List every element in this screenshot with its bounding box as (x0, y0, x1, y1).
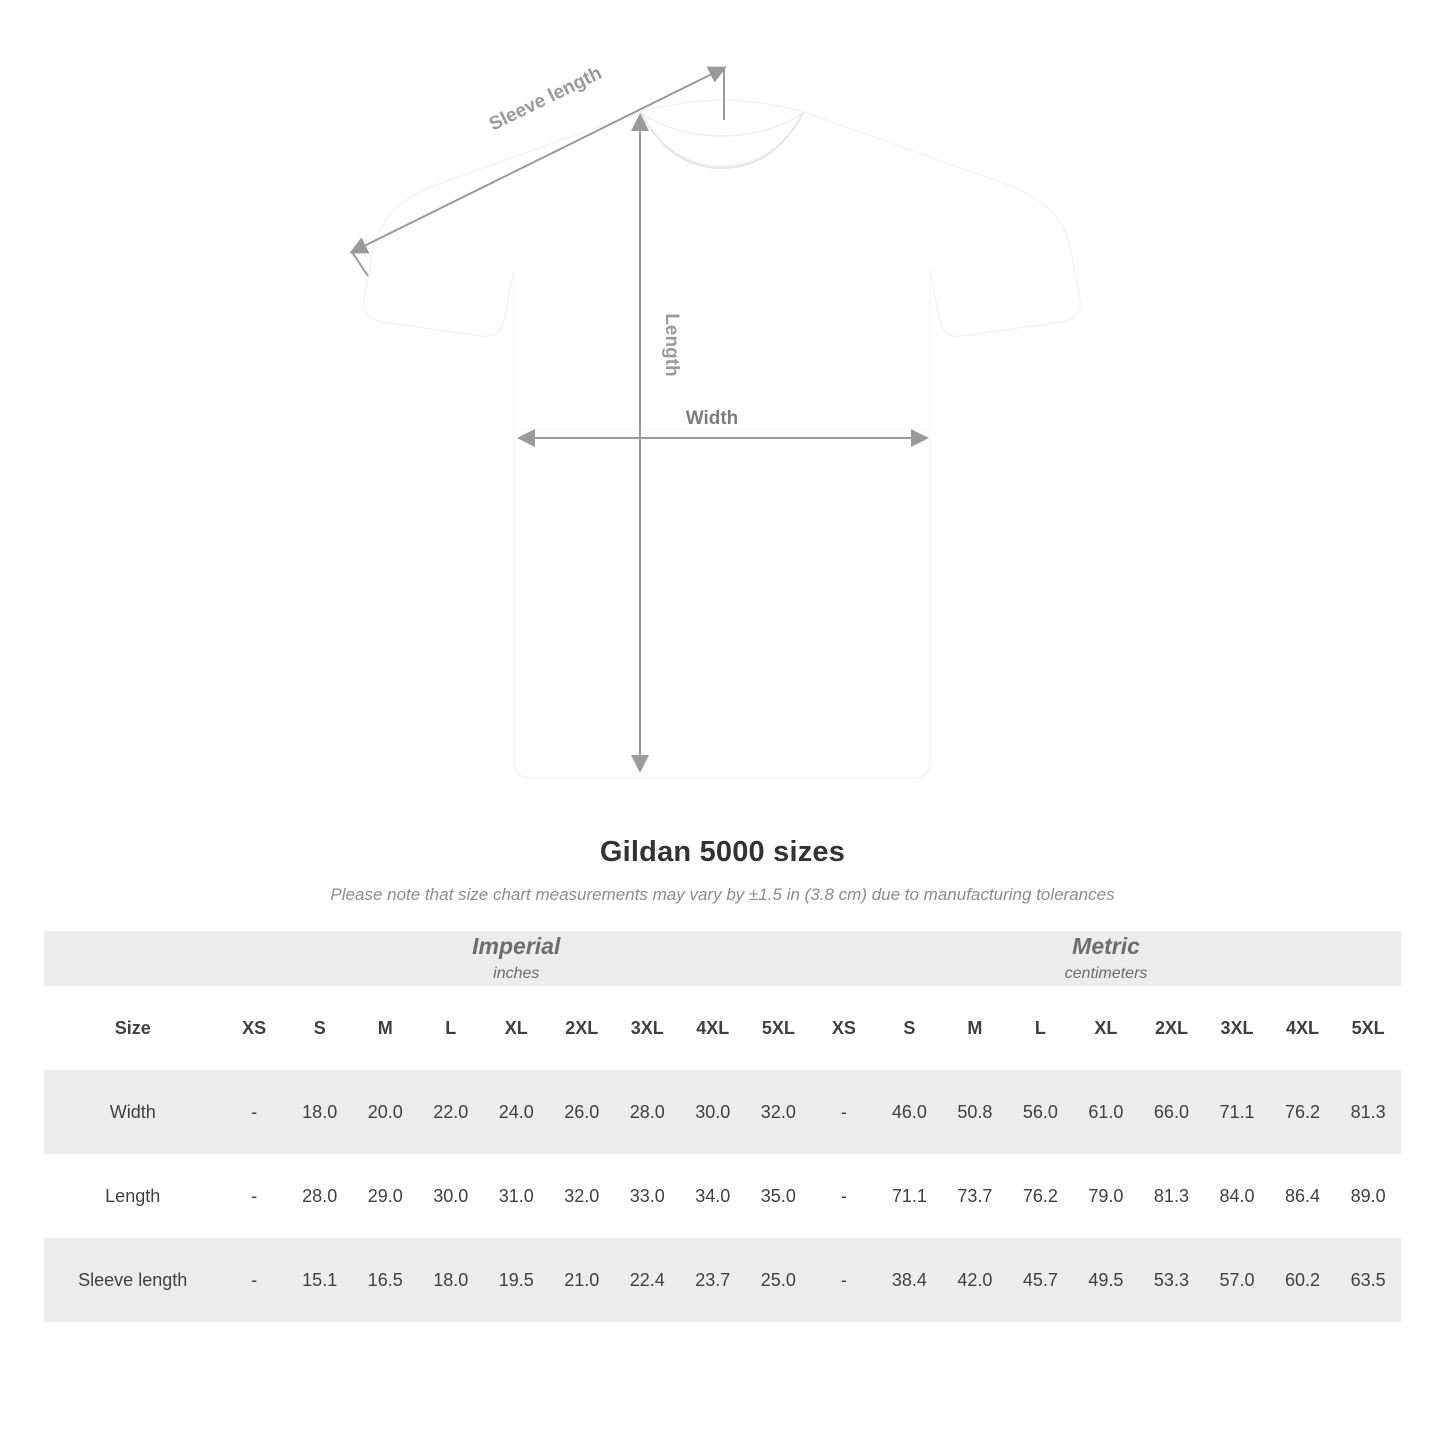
cell-length-imperial-2xl: 32.0 (549, 1154, 615, 1238)
cell-width-imperial-xs: - (221, 1070, 287, 1154)
cell-sleeve-metric-3xl: 57.0 (1204, 1238, 1270, 1322)
cell-sleeve-metric-xs: - (811, 1238, 877, 1322)
cell-length-imperial-l: 30.0 (418, 1154, 484, 1238)
cell-width-imperial-5xl: 32.0 (746, 1070, 812, 1154)
header-imperial-2xl: 2XL (549, 986, 615, 1070)
cell-width-metric-xl: 61.0 (1073, 1070, 1139, 1154)
cell-sleeve-metric-5xl: 63.5 (1335, 1238, 1401, 1322)
tolerance-note: Please note that size chart measurements may vary by ±1.5 in (3.8 cm) due to manufacturing tolerances (330, 885, 1115, 904)
header-imperial-xs: XS (221, 986, 287, 1070)
sleeve-length-label: Sleeve length (485, 62, 606, 136)
unit-band-corner (44, 931, 221, 986)
header-metric-l: L (1008, 986, 1074, 1070)
cell-width-imperial-2xl: 26.0 (549, 1070, 615, 1154)
cell-width-imperial-xl: 24.0 (483, 1070, 549, 1154)
cell-width-imperial-l: 22.0 (418, 1070, 484, 1154)
header-imperial-xl: XL (483, 986, 549, 1070)
width-label: Width (685, 408, 739, 429)
cell-length-imperial-4xl: 34.0 (680, 1154, 746, 1238)
cell-length-metric-2xl: 81.3 (1139, 1154, 1205, 1238)
table-row (44, 1154, 1401, 1238)
cell-sleeve-metric-4xl: 60.2 (1270, 1238, 1336, 1322)
header-imperial-3xl: 3XL (615, 986, 681, 1070)
header-size: Size (44, 986, 221, 1070)
header-imperial-4xl: 4XL (680, 986, 746, 1070)
cell-sleeve-imperial-2xl: 21.0 (549, 1238, 615, 1322)
size-table (44, 931, 1401, 1322)
cell-width-metric-3xl: 71.1 (1204, 1070, 1270, 1154)
unit-group-metric-name: Metric (1072, 933, 1140, 959)
cell-sleeve-metric-l: 45.7 (1008, 1238, 1074, 1322)
header-metric-2xl: 2XL (1139, 986, 1205, 1070)
cell-sleeve-imperial-xs: - (221, 1238, 287, 1322)
header-imperial-5xl: 5XL (746, 986, 812, 1070)
row-label-sleeve-length: Sleeve length (44, 1238, 221, 1322)
cell-width-metric-2xl: 66.0 (1139, 1070, 1205, 1154)
cell-length-imperial-s: 28.0 (287, 1154, 353, 1238)
cell-length-imperial-xl: 31.0 (483, 1154, 549, 1238)
cell-sleeve-imperial-4xl: 23.7 (680, 1238, 746, 1322)
cell-length-metric-xl: 79.0 (1073, 1154, 1139, 1238)
header-metric-3xl: 3XL (1204, 986, 1270, 1070)
header-metric-4xl: 4XL (1270, 986, 1336, 1070)
cell-width-metric-m: 50.8 (942, 1070, 1008, 1154)
cell-width-metric-s: 46.0 (877, 1070, 943, 1154)
unit-group-metric-sub: centimeters (1064, 965, 1148, 983)
cell-width-imperial-m: 20.0 (352, 1070, 418, 1154)
cell-length-metric-xs: - (811, 1154, 877, 1238)
cell-width-metric-xs: - (811, 1070, 877, 1154)
cell-sleeve-imperial-l: 18.0 (418, 1238, 484, 1322)
cell-sleeve-imperial-s: 15.1 (287, 1238, 353, 1322)
cell-sleeve-metric-2xl: 53.3 (1139, 1238, 1205, 1322)
header-metric-s: S (877, 986, 943, 1070)
unit-group-imperial-sub: inches (493, 965, 540, 983)
unit-group-imperial (221, 931, 811, 986)
cell-length-metric-3xl: 84.0 (1204, 1154, 1270, 1238)
unit-group-metric (811, 931, 1401, 986)
cell-length-metric-m: 73.7 (942, 1154, 1008, 1238)
unit-band-row (44, 931, 1401, 986)
table-row (44, 1238, 1401, 1322)
cell-width-imperial-3xl: 28.0 (615, 1070, 681, 1154)
cell-width-imperial-s: 18.0 (287, 1070, 353, 1154)
cell-length-imperial-5xl: 35.0 (746, 1154, 812, 1238)
row-label-width: Width (44, 1070, 221, 1154)
header-metric-xs: XS (811, 986, 877, 1070)
cell-width-imperial-4xl: 30.0 (680, 1070, 746, 1154)
cell-sleeve-metric-s: 38.4 (877, 1238, 943, 1322)
page-title: Gildan 5000 sizes (599, 836, 846, 868)
header-imperial-m: M (352, 986, 418, 1070)
row-label-length: Length (44, 1154, 221, 1238)
cell-length-metric-l: 76.2 (1008, 1154, 1074, 1238)
cell-length-metric-5xl: 89.0 (1335, 1154, 1401, 1238)
cell-length-metric-s: 71.1 (877, 1154, 943, 1238)
table-row (44, 1070, 1401, 1154)
cell-width-metric-l: 56.0 (1008, 1070, 1074, 1154)
size-table-wrapper (44, 931, 1401, 1322)
cell-width-metric-5xl: 81.3 (1335, 1070, 1401, 1154)
cell-length-imperial-xs: - (221, 1154, 287, 1238)
cell-length-metric-4xl: 86.4 (1270, 1154, 1336, 1238)
header-imperial-s: S (287, 986, 353, 1070)
unit-group-imperial-name: Imperial (472, 933, 561, 959)
cell-sleeve-metric-m: 42.0 (942, 1238, 1008, 1322)
cell-length-imperial-3xl: 33.0 (615, 1154, 681, 1238)
header-imperial-l: L (418, 986, 484, 1070)
cell-sleeve-metric-xl: 49.5 (1073, 1238, 1139, 1322)
header-metric-m: M (942, 986, 1008, 1070)
cell-sleeve-imperial-xl: 19.5 (483, 1238, 549, 1322)
length-label: Length (661, 313, 682, 377)
cell-sleeve-imperial-5xl: 25.0 (746, 1238, 812, 1322)
title-block (0, 836, 1445, 905)
cell-length-imperial-m: 29.0 (352, 1154, 418, 1238)
header-metric-xl: XL (1073, 986, 1139, 1070)
cell-width-metric-4xl: 76.2 (1270, 1070, 1336, 1154)
cell-sleeve-imperial-m: 16.5 (352, 1238, 418, 1322)
cell-sleeve-imperial-3xl: 22.4 (615, 1238, 681, 1322)
header-metric-5xl: 5XL (1335, 986, 1401, 1070)
table-header-row (44, 986, 1401, 1070)
